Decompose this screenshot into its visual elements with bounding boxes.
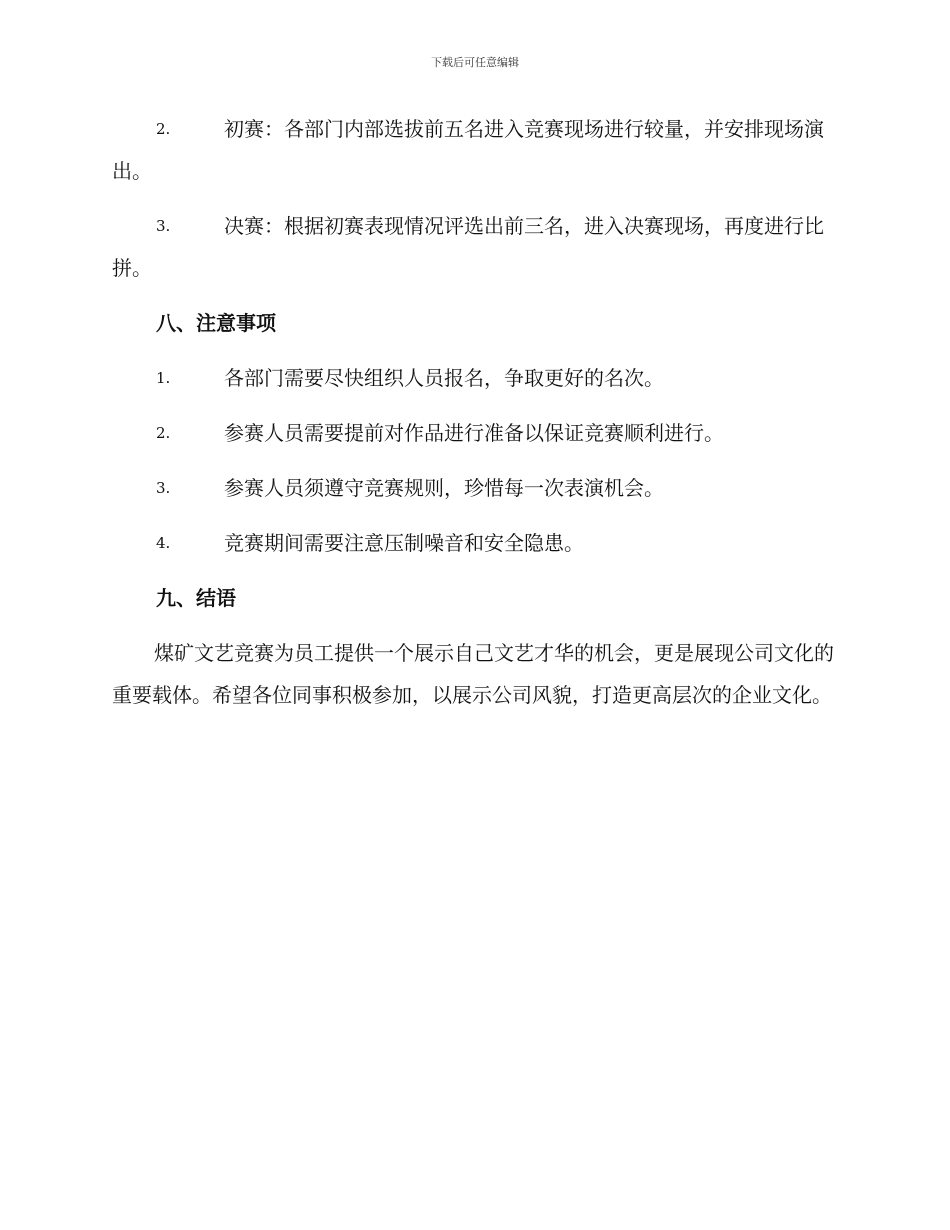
section8-item-1 [112,357,834,399]
section8-item-3 [112,467,834,509]
item-number: 2. [156,120,171,138]
section8-item-2 [112,412,834,454]
section7-item-2 [112,108,834,192]
item-text: 参赛人员需要提前对作品进行准备以保证竞赛顺利进行。 [224,421,724,445]
section9-heading: 九、结语 [156,586,236,610]
item-text: 决赛：根据初赛表现情况评选出前三名，进入决赛现场，再度进行比拼。 [112,214,824,280]
document-body [112,108,834,716]
item-number: 4. [156,534,171,552]
item-number: 2. [156,424,171,442]
item-number: 1. [156,369,171,387]
item-text: 初赛：各部门内部选拔前五名进入竞赛现场进行较量，并安排现场演出。 [112,117,824,183]
item-text: 各部门需要尽快组织人员报名，争取更好的名次。 [224,366,664,390]
item-text: 参赛人员须遵守竞赛规则，珍惜每一次表演机会。 [224,476,664,500]
section8-heading: 八、注意事项 [156,311,276,335]
item-number: 3. [156,479,171,497]
item-number: 3. [156,217,171,235]
section7-item-3 [112,205,834,289]
conclusion-paragraph: 煤矿文艺竞赛为员工提供一个展示自己文艺才华的机会，更是展现公司文化的重要载体。希望各位同事积极参加，以展示公司风貌，打造更高层次的企业文化。 [112,641,834,707]
section8-item-4 [112,522,834,564]
page-header: 下载后可任意编辑 [431,56,519,69]
item-text: 竞赛期间需要注意压制噪音和安全隐患。 [224,531,584,555]
